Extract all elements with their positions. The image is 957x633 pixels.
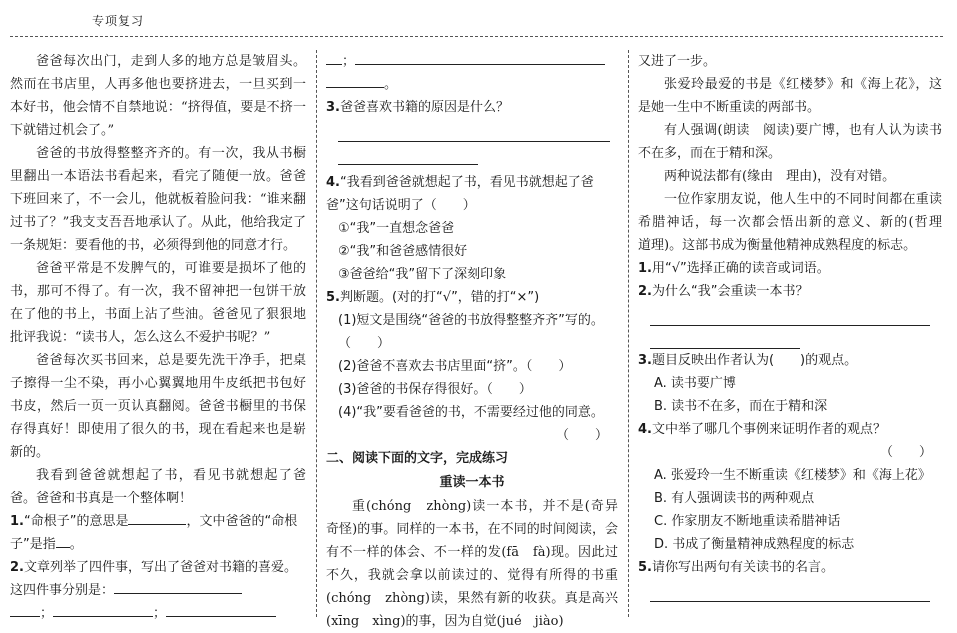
question-number: 3.: [638, 353, 652, 368]
paragraph: 爸爸每次买书回来，总是要先洗干净手，把桌子擦得一尘不染，再小心翼翼地用牛皮纸把书包好书皮，然后一页一页认真翻阅。爸爸书橱里的书保存得真好！即使用了很久的书，现在看起来也是崭新的。: [10, 353, 306, 460]
question-text: 判断题。(对的打“√”，错的打“×”): [339, 290, 540, 305]
section-heading: 二、阅读下面的文字，完成练习: [326, 451, 509, 466]
answer-blank[interactable]: [128, 510, 186, 525]
question-text: 为什么“我”会重读一本书？: [651, 284, 809, 299]
question-number: 2.: [10, 560, 24, 575]
answer-line[interactable]: [338, 142, 478, 165]
option[interactable]: A. 张爱玲一生不断重读《红楼梦》和《海上花》: [654, 468, 931, 483]
question-text: 用“√”选择正确的读音或词语。: [651, 261, 830, 276]
question-text: 爸爸喜欢书籍的原因是什么？: [339, 100, 509, 115]
passage-paragraph: 重(chóng zhòng)读一本书，并不是(奇异 奇怪)的事。同样的一本书，在不同的时间阅读，会有不一样的体会、不一样的发(fā fà)现。因此过不久，我就会拿以前读过的、觉得有所得的书重(chóng zhòng)读，果然有新的收获。真是高兴(xīng xìng)的事，因为自觉(jué jiào): [326, 499, 632, 629]
answer-line[interactable]: [650, 326, 800, 349]
passage-paragraph: 有人强调(朗读 阅读)要广博，也有人认为读书不在多，而在于精和深。: [638, 123, 942, 161]
answer-line[interactable]: [650, 303, 930, 326]
answer-blank[interactable]: [10, 602, 40, 617]
question-2: [10, 556, 306, 625]
option[interactable]: ②“我”和爸爸感情很好: [338, 244, 468, 259]
passage-paragraph: 两种说法都有(缘由 理由)，没有对错。: [664, 169, 896, 184]
page-header: [0, 0, 957, 40]
question-number: 5.: [638, 560, 652, 575]
paragraph: 爸爸每次出门，走到人多的地方总是皱眉头。然而在书店里，人再多他也要挤进去，一旦买到一本好书，他会情不自禁地说：“挤得值，要是不挤一下就错过机会了。”: [10, 54, 306, 138]
question-4: [638, 418, 942, 556]
judgement-item[interactable]: (1)短文是围绕“爸爸的书放得整整齐齐”写的。（ ）: [338, 313, 604, 351]
answer-blank[interactable]: [326, 50, 342, 65]
answer-blank[interactable]: [326, 73, 384, 88]
answer-line[interactable]: [338, 119, 610, 142]
column-left: [10, 50, 306, 625]
passage-title: 重读一本书: [439, 475, 505, 490]
question-number: 3.: [326, 100, 340, 115]
answer-blank[interactable]: [53, 602, 153, 617]
option[interactable]: A. 读书要广博: [654, 376, 736, 391]
question-text: 题目反映出作者认为( )的观点。: [651, 353, 858, 368]
question-text: ，文中爸爸的“命根子”是指: [10, 514, 298, 552]
question-text: “我看到爸爸就想起了书，看见书就想起了爸爸”这句话说明了（ ）: [326, 175, 594, 213]
option[interactable]: ①“我”一直想念爸爸: [338, 221, 455, 236]
passage-paragraph: 张爱玲最爱的书是《红楼梦》和《海上花》，这是她一生中不断重读的两部书。: [638, 77, 942, 115]
question-3: [326, 96, 618, 165]
option[interactable]: ③爸爸给“我”留下了深刻印象: [338, 267, 507, 282]
answer-line[interactable]: [650, 579, 930, 602]
question-text: “命根子”的意思是: [23, 514, 129, 529]
answer-blank[interactable]: [114, 579, 242, 594]
header-title: 专项复习: [92, 14, 145, 28]
paragraph: 我看到爸爸就想起了书，看见书就想起了爸爸。爸爸和书真是一个整体啊！: [10, 468, 306, 506]
answer-blank[interactable]: [166, 602, 276, 617]
option[interactable]: C. 作家朋友不断地重读希腊神话: [654, 514, 841, 529]
separator: ；: [153, 606, 167, 621]
option[interactable]: D. 书成了衡量精神成熟程度的标志: [654, 537, 855, 552]
q2-continuation: ； 。: [326, 50, 618, 96]
question-1: [10, 510, 306, 556]
answer-blank[interactable]: [56, 533, 70, 548]
question-4: [326, 171, 618, 286]
question-number: 4.: [326, 175, 340, 190]
question-number: 4.: [638, 422, 652, 437]
paragraph: 爸爸的书放得整整齐齐的。有一次，我从书橱里翻出一本语法书看起来，看完了随便一放。爸爸下班回来了，不一会儿，他就板着脸问我：“谁来翻过书了？”我支支吾吾地承认了。从此，他给我定了一条规矩：要看他的书，必须得到他的同意才行。: [10, 146, 306, 253]
paragraph: 爸爸平常是不发脾气的，可谁要是损坏了他的书，那可不得了。有一次，我不留神把一包饼干放在了他的书上，书面上沾了些油。爸爸见了狠狠地批评我说：“读书人，怎么这么不爱护书呢？”: [10, 261, 306, 345]
option[interactable]: B. 有人强调读书的两种观点: [654, 491, 815, 506]
option[interactable]: B. 读书不在多，而在于精和深: [654, 399, 828, 414]
question-text: 。: [69, 537, 83, 552]
separator: ；: [342, 54, 356, 69]
question-5: [638, 556, 942, 602]
passage-paragraph: 一位作家朋友说，他人生中的不同时间都在重读希腊神话，每一次都会悟出新的意义、新的(哲理 道理)。这部书成为衡量他精神成熟程度的标志。: [638, 192, 956, 253]
question-text: 文章列举了四件事，写出了爸爸对书籍的喜爱。这四件事分别是：: [10, 560, 297, 598]
question-number: 5.: [326, 290, 340, 305]
answer-paren[interactable]: （ ）: [555, 428, 608, 443]
separator: ；: [40, 606, 54, 621]
judgement-item[interactable]: (3)爸爸的书保存得很好。（ ）: [338, 382, 532, 397]
column-divider: [316, 50, 317, 617]
passage-paragraph: 又进了一步。: [638, 54, 717, 69]
question-number: 2.: [638, 284, 652, 299]
question-1: [638, 257, 942, 280]
header-rule: [10, 36, 943, 37]
judgement-item[interactable]: (2)爸爸不喜欢去书店里面“挤”。（ ）: [338, 359, 572, 374]
answer-blank[interactable]: [355, 50, 605, 65]
question-number: 1.: [638, 261, 652, 276]
column-right: [638, 50, 956, 625]
question-text: 请你写出两句有关读书的名言。: [651, 560, 834, 575]
question-number: 1.: [10, 514, 24, 529]
question-2: [638, 280, 942, 349]
question-5: [326, 286, 618, 447]
question-text: 文中举了哪几个事例来证明作者的观点？: [651, 422, 886, 437]
question-3: [638, 349, 942, 418]
judgement-item[interactable]: (4)“我”要看爸爸的书，不需要经过他的同意。: [338, 405, 604, 420]
column-middle: [326, 50, 632, 629]
answer-paren[interactable]: （ ）: [879, 445, 932, 460]
column-divider: [628, 50, 629, 617]
